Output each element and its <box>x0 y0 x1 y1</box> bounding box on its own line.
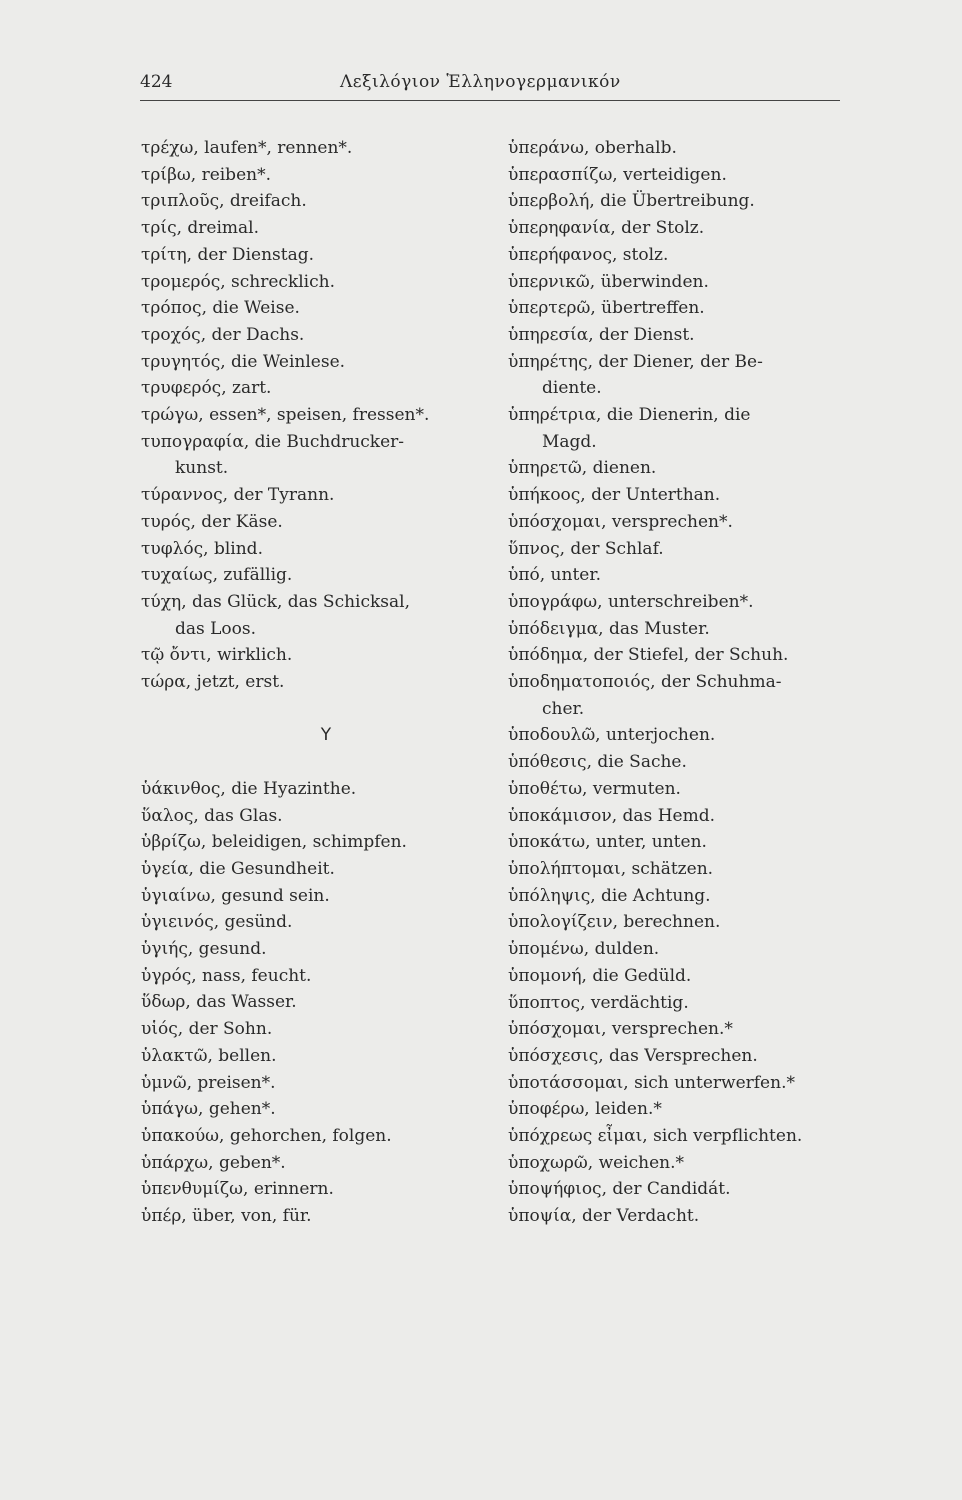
page-number: 424 <box>140 72 173 92</box>
dictionary-entry <box>141 562 501 589</box>
entry-text: ὑπομένω, dulden. <box>508 939 660 960</box>
dictionary-entry <box>141 1096 501 1123</box>
dictionary-entry <box>508 749 848 776</box>
entry-text: τριπλοῦς, dreifach. <box>141 191 307 212</box>
dictionary-entry <box>508 1096 848 1123</box>
entry-text: ὑμνῶ, preisen*. <box>141 1072 276 1093</box>
dictionary-entry <box>508 829 848 856</box>
dictionary-entry <box>141 963 501 990</box>
entry-text: τυπογραφία, die Buchdrucker- <box>141 431 405 452</box>
dictionary-entry <box>508 562 848 589</box>
dictionary-entry <box>508 135 848 162</box>
dictionary-entry <box>141 1070 501 1097</box>
dictionary-entry <box>508 1150 848 1177</box>
entry-text: ὑπόχρεως εἶμαι, sich verpflichten. <box>508 1126 803 1147</box>
entry-text: ὕποπτος, verdächtig. <box>508 992 689 1013</box>
entry-text: ὑπόθεσις, die Sache. <box>508 752 687 773</box>
entry-text: τρίβω, reiben*. <box>141 164 271 185</box>
dictionary-entry <box>508 669 848 722</box>
entry-text: ὑπηρέτης, der Diener, der Be- <box>508 351 763 372</box>
dictionary-entry <box>141 936 501 963</box>
entry-text: ὑπερνικῶ, überwinden. <box>508 271 709 292</box>
entry-text: τρόπος, die Weise. <box>141 298 300 319</box>
dictionary-entry <box>508 963 848 990</box>
dictionary-entry <box>141 429 501 482</box>
dictionary-entry <box>508 509 848 536</box>
section-letter: Υ <box>320 725 332 746</box>
dictionary-entry <box>508 295 848 322</box>
left-column <box>141 135 501 1230</box>
dictionary-entry <box>141 242 501 269</box>
entry-text: ὑπήκοος, der Unterthan. <box>508 485 721 506</box>
dictionary-entry <box>508 1176 848 1203</box>
entry-text: ὑπερήφανος, stolz. <box>508 244 669 265</box>
dictionary-entry <box>141 776 501 803</box>
dictionary-entry <box>141 375 501 402</box>
dictionary-entry <box>141 1203 501 1230</box>
dictionary-entry <box>141 322 501 349</box>
entry-continuation: kunst. <box>175 458 229 479</box>
entry-text: ὑπογράφω, unterschreiben*. <box>508 591 754 612</box>
entry-text: ὑποφέρω, leiden.* <box>508 1099 662 1120</box>
entry-text: ὑπενθυμίζω, erinnern. <box>141 1179 334 1200</box>
dictionary-entry <box>508 402 848 455</box>
entry-continuation: diente. <box>542 378 602 399</box>
entry-text: υἱός, der Sohn. <box>141 1019 273 1040</box>
dictionary-entry <box>508 1043 848 1070</box>
entry-text: ὑπηρέτρια, die Dienerin, die <box>508 405 751 426</box>
left-entries-y <box>141 776 501 1230</box>
entry-text: ὑπόσχεσις, das Versprechen. <box>508 1045 758 1066</box>
entry-text: ὑγιεινός, gesünd. <box>141 912 293 933</box>
dictionary-entry <box>508 188 848 215</box>
entry-text: ὑπερασπίζω, verteidigen. <box>508 164 727 185</box>
dictionary-entry <box>141 215 501 242</box>
dictionary-entry <box>508 1203 848 1230</box>
entry-text: ὑπόδειγμα, das Muster. <box>508 618 710 639</box>
dictionary-entry <box>508 1070 848 1097</box>
dictionary-entry <box>508 215 848 242</box>
dictionary-entry <box>508 536 848 563</box>
dictionary-entry <box>508 642 848 669</box>
dictionary-entry <box>141 669 501 696</box>
entry-text: τρομερός, schrecklich. <box>141 271 335 292</box>
entry-text: ὕδωρ, das Wasser. <box>141 992 297 1013</box>
entry-text: ὑπηρετῶ, dienen. <box>508 458 657 479</box>
entry-text: ὑπερβολή, die Übertreibung. <box>508 191 755 212</box>
entry-text: ὑπόδημα, der Stiefel, der Schuh. <box>508 645 789 666</box>
entry-text: τυφλός, blind. <box>141 538 263 559</box>
dictionary-entry <box>141 295 501 322</box>
entry-text: ὑπέρ, über, von, für. <box>141 1206 312 1227</box>
entry-text: ὑπομονή, die Gedüld. <box>508 965 692 986</box>
dictionary-entry <box>508 883 848 910</box>
entry-text: ὑγιαίνω, gesund sein. <box>141 885 330 906</box>
dictionary-entry <box>141 642 501 669</box>
dictionary-entry <box>508 616 848 643</box>
entry-text: ὑποχωρῶ, weichen.* <box>508 1152 685 1173</box>
running-title: Λεξιλόγιον Ἑλληνογερμανικόν <box>340 72 621 92</box>
entry-text: τρέχω, laufen*, rennen*. <box>141 138 353 158</box>
header-rule <box>140 100 840 101</box>
entry-text: ὑπάγω, gehen*. <box>141 1099 276 1120</box>
entry-text: ὕαλος, das Glas. <box>141 805 283 826</box>
dictionary-entry <box>141 883 501 910</box>
left-entries-t <box>141 135 501 696</box>
dictionary-entry <box>141 482 501 509</box>
entry-text: ὑποκάμισον, das Hemd. <box>508 805 715 826</box>
dictionary-entry <box>141 135 501 162</box>
dictionary-entry <box>508 856 848 883</box>
entry-text: ὑπολήπτομαι, schätzen. <box>508 858 714 879</box>
dictionary-entry <box>508 242 848 269</box>
dictionary-entry <box>141 402 501 429</box>
page-header <box>140 72 840 100</box>
entry-text: ὑποτάσσομαι, sich unterwerfen.* <box>508 1072 795 1093</box>
dictionary-entry <box>508 722 848 749</box>
entry-text: τύραννος, der Tyrann. <box>141 485 335 506</box>
entry-text: ὑβρίζω, beleidigen, schimpfen. <box>141 832 407 853</box>
entry-text: τρυφερός, zart. <box>141 378 272 399</box>
dictionary-entry <box>508 269 848 296</box>
dictionary-entry <box>141 269 501 296</box>
entry-text: ὑάκινθος, die Hyazinthe. <box>141 778 357 799</box>
right-column <box>508 135 848 1230</box>
dictionary-entry <box>141 188 501 215</box>
dictionary-entry <box>141 536 501 563</box>
entry-text: ὑπόσχομαι, versprechen*. <box>508 511 733 532</box>
dictionary-entry <box>508 1016 848 1043</box>
entry-text: τύχη, das Glück, das Schicksal, <box>141 591 410 612</box>
entry-text: τροχός, der Dachs. <box>141 324 305 345</box>
entry-text: ὑπόληψις, die Achtung. <box>508 885 711 906</box>
dictionary-entry <box>508 322 848 349</box>
entry-text: ὑπόσχομαι, versprechen.* <box>508 1019 733 1040</box>
entry-text: ὑγρός, nass, feucht. <box>141 965 312 986</box>
dictionary-entry <box>508 349 848 402</box>
entry-text: ὑπό, unter. <box>508 565 602 586</box>
dictionary-entry <box>508 455 848 482</box>
entry-text: τυχαίως, zufällig. <box>141 565 293 586</box>
entry-text: τρίς, dreimal. <box>141 218 259 239</box>
entry-text: ὑγιής, gesund. <box>141 939 267 960</box>
dictionary-entry <box>141 856 501 883</box>
entry-text: ὑπεράνω, oberhalb. <box>508 138 677 158</box>
entry-text: τῷ ὄντι, wirklich. <box>141 645 293 666</box>
dictionary-entry <box>141 1123 501 1150</box>
dictionary-entry <box>141 1150 501 1177</box>
entry-continuation: das Loos. <box>175 618 257 639</box>
dictionary-entry <box>141 509 501 536</box>
dictionary-entry <box>508 162 848 189</box>
dictionary-entry <box>508 936 848 963</box>
entry-text: τώρα, jetzt, erst. <box>141 672 285 693</box>
dictionary-entry <box>508 589 848 616</box>
dictionary-entry <box>141 589 501 642</box>
entry-text: ὑπερηφανία, der Stolz. <box>508 218 705 239</box>
dictionary-entry <box>141 1176 501 1203</box>
entry-text: τυρός, der Käse. <box>141 511 283 532</box>
entry-text: ὑποψία, der Verdacht. <box>508 1206 700 1227</box>
dictionary-entry <box>141 909 501 936</box>
entry-text: τρίτη, der Dienstag. <box>141 244 314 265</box>
dictionary-entry <box>141 829 501 856</box>
entry-text: ὑπηρεσία, der Dienst. <box>508 324 695 345</box>
dictionary-entry <box>508 1123 848 1150</box>
dictionary-entry <box>141 1016 501 1043</box>
dictionary-entry <box>508 990 848 1017</box>
right-entries <box>508 135 848 1230</box>
entry-text: ὑπακούω, gehorchen, folgen. <box>141 1125 392 1146</box>
entry-continuation: Magd. <box>542 431 597 452</box>
dictionary-entry <box>141 349 501 376</box>
dictionary-entry <box>508 803 848 830</box>
entry-text: τρώγω, essen*, speisen, fressen*. <box>141 405 430 426</box>
dictionary-entry <box>141 162 501 189</box>
entry-text: ὑπολογίζειν, berechnen. <box>508 912 721 933</box>
dictionary-entry <box>508 482 848 509</box>
dictionary-entry <box>508 909 848 936</box>
entry-text: ὑποψήφιος, der Candidát. <box>508 1179 731 1200</box>
entry-text: ὑποθέτω, vermuten. <box>508 778 681 799</box>
entry-text: ὑποκάτω, unter, unten. <box>508 832 707 853</box>
entry-text: ὑπερτερῶ, übertreffen. <box>508 298 705 319</box>
dictionary-entry <box>141 803 501 830</box>
entry-text: ὑποδουλῶ, unterjochen. <box>508 725 716 746</box>
entry-text: ὑγεία, die Gesundheit. <box>141 858 335 879</box>
entry-text: ὑπάρχω, geben*. <box>141 1152 286 1173</box>
entry-text: ὕπνος, der Schlaf. <box>508 538 664 559</box>
dictionary-entry <box>508 776 848 803</box>
entry-continuation: cher. <box>542 698 585 719</box>
dictionary-entry <box>141 1043 501 1070</box>
entry-text: ὑποδηματοποιός, der Schuhma- <box>508 672 782 693</box>
entry-text: ὑλακτῶ, bellen. <box>141 1045 277 1066</box>
dictionary-entry <box>141 989 501 1016</box>
entry-text: τρυγητός, die Weinlese. <box>141 351 346 372</box>
